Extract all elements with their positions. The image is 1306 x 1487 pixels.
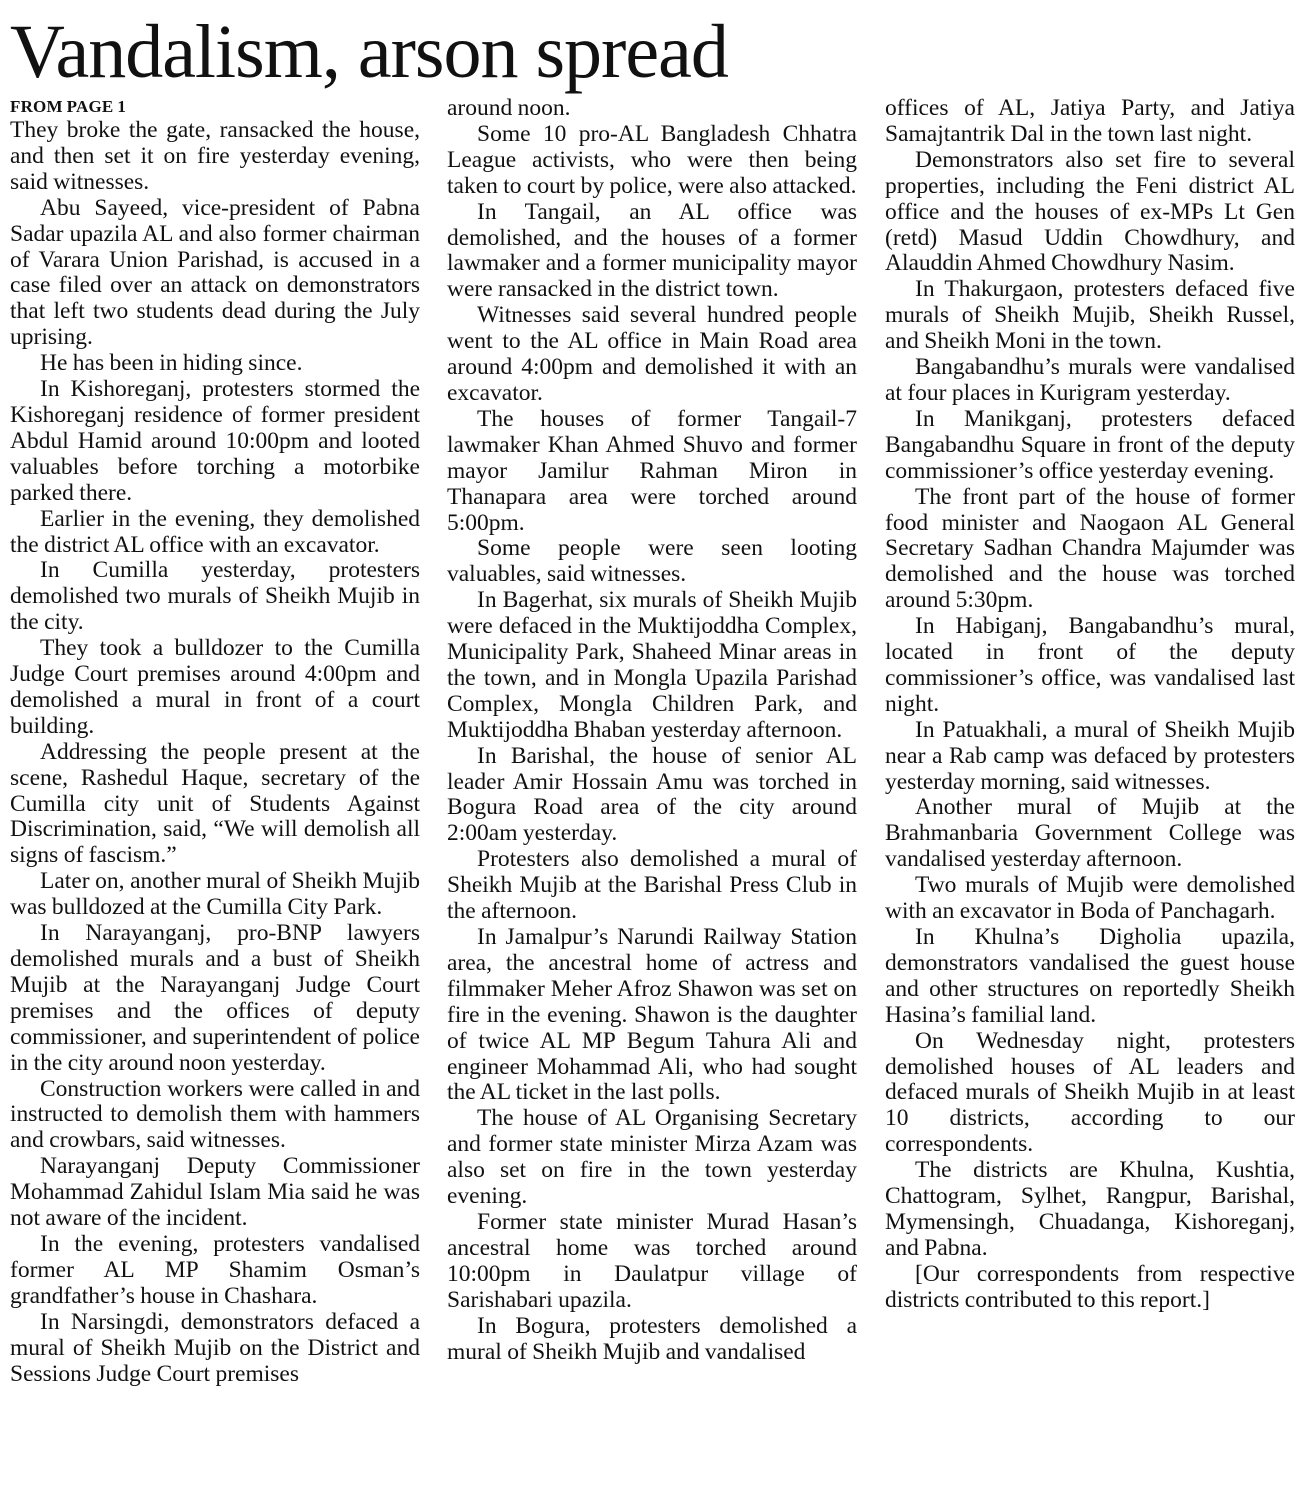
paragraph: Later on, another mural of Sheikh Mujib was bulldozed at the Cumilla City Park. <box>10 868 420 921</box>
paragraph: The front part of the house of former food minister and Naogaon AL General Secretary Sadhan Chandra Majumder was demolished and the house was torched around 5:30pm. <box>885 483 1295 614</box>
paragraph: In Khulna’s Digholia upazila, demonstrators vandalised the guest house and other structures on reportedly Sheikh Hasina’s familial land. <box>885 924 1295 1028</box>
paragraph: [Our correspondents from respective districts contributed to this report.] <box>885 1260 1295 1313</box>
paragraph: Bangabandhu’s murals were vandalised at four places in Kurigram yesterday. <box>885 354 1295 406</box>
paragraph: Addressing the people present at the scene, Rashedul Haque, secretary of the Cumilla city unit of Students Against Discrimination, said, “We will demolish all signs of fascism.” <box>10 738 420 869</box>
paragraph: He has been in hiding since. <box>40 350 303 377</box>
paragraph: Protesters also demolished a mural of Sheikh Mujib at the Barishal Press Club in the afternoon. <box>447 846 857 925</box>
paragraph: In Habiganj, Bangabandhu’s mural, located in front of the deputy commissioner’s office, was vandalised last night. <box>885 613 1295 717</box>
article-column-3 <box>885 96 1295 1314</box>
paragraph: In Jamalpur’s Narundi Railway Station area, the ancestral home of actress and filmmaker Meher Afroz Shawon was set on fire in the evening. Shawon is the daughter of twice AL MP Begum Tahura Ali and engineer Mohammad Ali, who had sought the AL ticket in the last polls. <box>447 924 857 1106</box>
from-page-kicker: FROM PAGE 1 <box>10 97 127 116</box>
paragraph: In Tangail, an AL office was demolished, and the houses of a former lawmaker and a former municipality mayor were ransacked in the district town. <box>447 198 857 303</box>
paragraph: Construction workers were called in and instructed to demolish them with hammers and crowbars, said witnesses. <box>10 1075 420 1154</box>
paragraph: In Narayanganj, pro-BNP lawyers demolished murals and a bust of Sheikh Mujib at the Narayanganj Judge Court premises and the offices of deputy commissioner, and superintendent of police in the city around noon yesterday. <box>10 920 420 1076</box>
paragraph: Narayanganj Deputy Commissioner Mohammad Zahidul Islam Mia said he was not aware of the incident. <box>10 1153 420 1232</box>
paragraph: The houses of former Tangail-7 lawmaker Khan Ahmed Shuvo and former mayor Jamilur Rahman Miron in Thanapara area were torched around 5:00pm. <box>447 405 857 536</box>
paragraph: In the evening, protesters vandalised former AL MP Shamim Osman’s grandfather’s house in Chashara. <box>10 1230 420 1309</box>
article-column-1 <box>10 96 420 1387</box>
article-column-2 <box>447 96 857 1365</box>
paragraph: In Patuakhali, a mural of Sheikh Mujib near a Rab camp was defaced by protesters yesterday morning, said witnesses. <box>885 716 1295 795</box>
paragraph: In Kishoreganj, protesters stormed the Kishoreganj residence of former president Abdul Hamid around 10:00pm and looted valuables before torching a motorbike parked there. <box>10 376 420 506</box>
paragraph: On Wednesday night, protesters demolished houses of AL leaders and defaced murals of Sheikh Mujib in at least 10 districts, according to our correspondents. <box>885 1027 1295 1158</box>
paragraph: around noon. <box>447 95 571 121</box>
paragraph: In Bagerhat, six murals of Sheikh Mujib were defaced in the Muktijoddha Complex, Municipality Park, Shaheed Minar areas in the town, and in Mongla Upazila Parishad Complex, Mongla Children Park, and Muktijoddha Bhaban yesterday afternoon. <box>447 587 857 743</box>
paragraph: They took a bulldozer to the Cumilla Judge Court premises around 4:00pm and demolished a mural in front of a court building. <box>10 635 420 739</box>
paragraph: Demonstrators also set fire to several properties, including the Feni district AL office and the houses of ex-MPs Lt Gen (retd) Masud Uddin Chowdhury, and Alauddin Ahmed Chowdhury Nasim. <box>885 146 1295 277</box>
paragraph: Some 10 pro-AL Bangladesh Chhatra League activists, who were then being taken to court by police, were also attacked. <box>447 120 857 199</box>
headline: Vandalism, arson spread <box>10 10 728 94</box>
paragraph: Witnesses said several hundred people went to the AL office in Main Road area around 4:00pm and demolished it with an excavator. <box>447 302 857 406</box>
paragraph: Two murals of Mujib were demolished with an excavator in Boda of Panchagarh. <box>885 872 1295 925</box>
paragraph: offices of AL, Jatiya Party, and Jatiya Samajtantrik Dal in the town last night. <box>885 95 1295 147</box>
paragraph: In Narsingdi, demonstrators defaced a mural of Sheikh Mujib on the District and Sessions Judge Court premises <box>10 1308 420 1387</box>
paragraph: In Manikganj, protesters defaced Bangabandhu Square in front of the deputy commissioner’s office yesterday evening. <box>885 405 1295 484</box>
paragraph: In Thakurgaon, protesters defaced five murals of Sheikh Mujib, Sheikh Russel, and Sheikh Moni in the town. <box>885 276 1295 355</box>
paragraph: The house of AL Organising Secretary and former state minister Mirza Azam was also set on fire in the town yesterday evening. <box>447 1105 857 1210</box>
paragraph: They broke the gate, ransacked the house, and then set it on fire yesterday evening, said witnesses. <box>10 117 420 195</box>
paragraph: In Bogura, protesters demolished a mural of Sheikh Mujib and vandalised <box>447 1312 857 1365</box>
paragraph: Abu Sayeed, vice-president of Pabna Sadar upazila AL and also former chairman of Varara Union Parishad, is accused in a case filed over an attack on demonstrators that left two students dead during the July uprising. <box>10 194 420 351</box>
paragraph: Earlier in the evening, they demolished the district AL office with an excavator. <box>10 505 420 558</box>
paragraph: Some people were seen looting valuables, said witnesses. <box>447 535 857 588</box>
paragraph: Another mural of Mujib at the Brahmanbaria Government College was vandalised yesterday afternoon. <box>885 794 1295 873</box>
paragraph: In Barishal, the house of senior AL leader Amir Hossain Amu was torched in Bogura Road area of the city around 2:00am yesterday. <box>447 742 857 847</box>
paragraph: In Cumilla yesterday, protesters demolished two murals of Sheikh Mujib in the city. <box>10 557 420 636</box>
paragraph: The districts are Khulna, Kushtia, Chattogram, Sylhet, Rangpur, Barishal, Mymensingh, Chuadanga, Kishoreganj, and Pabna. <box>885 1157 1295 1261</box>
paragraph: Former state minister Murad Hasan’s ancestral home was torched around 10:00pm in Daulatpur village of Sarishabari upazila. <box>447 1208 857 1313</box>
